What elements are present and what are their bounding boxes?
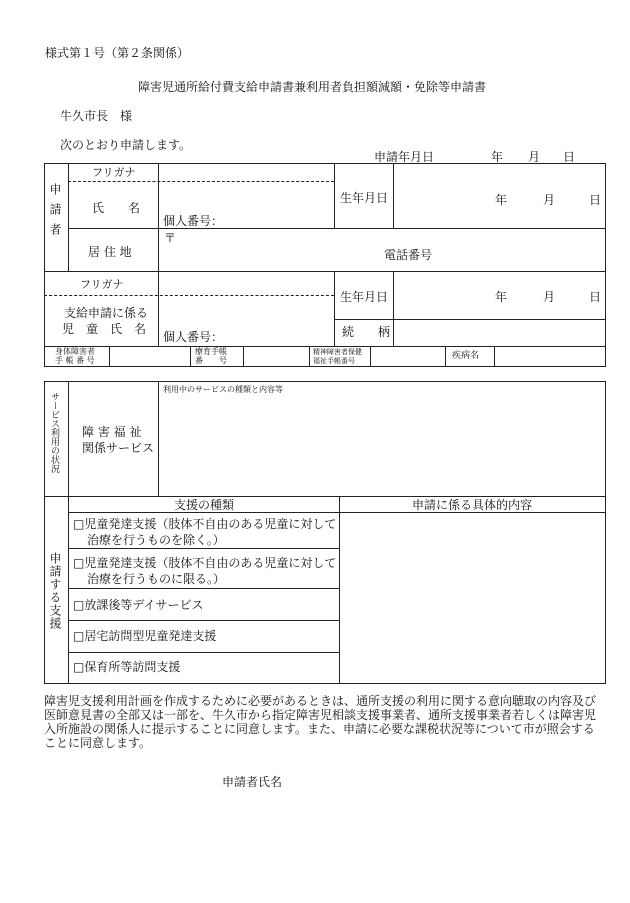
- applicant-section-label: 申請者: [48, 183, 62, 243]
- addressee: 牛久市長 様: [60, 109, 133, 123]
- applicant-birth-year: 年: [495, 193, 508, 207]
- support-option-5[interactable]: □保育所等訪問支援: [73, 660, 181, 674]
- consent-text: 障害児支援利用計画を作成するために必要があるときは、通所支援の利用に関する意向聴取の内容及び医師意見書の全部又は一部を、牛久市から指定障害児相談支援事業者、通所支援事業者若しくは障害児入所施設の関係人に提示することに同意します。また、申請に必要な課税状況等について市が照会することに同意します。: [44, 694, 597, 750]
- child-birth-month: 月: [543, 290, 556, 304]
- form-title: 障害児通所給付費支給申請書兼利用者負担額減額・免除等申請書: [138, 80, 487, 94]
- application-month: 月: [528, 150, 541, 164]
- support-detail-header: 申請に係る具体的内容: [412, 498, 533, 512]
- applicant-birth-label: 生年月日: [340, 191, 389, 205]
- support-option-1-line2: 治療を行うものを除く。）: [87, 533, 225, 547]
- child-personal-number-label: 個人番号：: [163, 330, 224, 344]
- child-furigana-label: フリガナ: [80, 278, 124, 291]
- intro-text: 次のとおり申請します。: [60, 138, 192, 152]
- support-option-2-line2: 治療を行うものに限る。）: [87, 572, 226, 586]
- applicant-birth-day: 日: [589, 193, 602, 207]
- mental-handbook-label-2: 福祉手帳番号: [313, 357, 355, 365]
- support-option-3[interactable]: □放課後等デイサービス: [73, 598, 204, 612]
- child-birth-label: 生年月日: [340, 290, 389, 304]
- child-relation-label: 続 柄: [342, 325, 391, 339]
- child-name-label-2: 児 童 氏 名: [62, 322, 147, 336]
- service-category-label-2: 関係サービス: [82, 441, 155, 455]
- support-side-label: 申請する支援: [48, 552, 62, 630]
- application-year: 年: [491, 150, 504, 164]
- support-option-1[interactable]: [73, 517, 336, 547]
- service-status-side-label: サービス利用の状況: [49, 392, 59, 473]
- child-birth-year: 年: [495, 290, 508, 304]
- support-option-2[interactable]: [73, 556, 336, 586]
- disease-label: 疾病名: [452, 351, 480, 361]
- rehab-handbook-label-1: 療育手帳: [195, 347, 227, 356]
- application-day: 日: [563, 150, 576, 164]
- application-date-label: 申請年月日: [374, 150, 435, 164]
- applicant-personal-number-label: 個人番号：: [163, 214, 224, 228]
- service-content-label: 利用中のサービスの種類と内容等: [163, 385, 283, 394]
- physical-handbook-label-2: 手 帳 番 号: [55, 356, 95, 365]
- signature-label: 申請者氏名: [222, 775, 283, 789]
- child-birth-day: 日: [589, 290, 602, 304]
- support-option-4[interactable]: □居宅訪問型児童発達支援: [73, 629, 217, 643]
- applicant-name-label: 氏 名: [92, 201, 141, 215]
- form-number: 様式第１号（第２条関係）: [45, 46, 190, 60]
- postal-mark: 〒: [164, 231, 177, 245]
- mental-handbook-label-1: 精神障害者保健: [313, 348, 362, 356]
- rehab-handbook-label-2: 番 号: [195, 356, 227, 365]
- child-name-label-1: 支給申請に係る: [64, 306, 149, 320]
- applicant-birth-month: 月: [543, 193, 556, 207]
- support-type-header: 支援の種類: [174, 498, 235, 512]
- service-category-label-1: 障 害 福 祉: [82, 425, 142, 439]
- applicant-furigana-label: フリガナ: [92, 166, 136, 179]
- physical-handbook-label-1: 身体障害者: [55, 347, 95, 356]
- support-option-1-line1: □児童発達支援（肢体不自由のある児童に対して: [73, 517, 337, 531]
- support-option-2-line1: □児童発達支援（肢体不自由のある児童に対して: [73, 556, 337, 570]
- phone-label: 電話番号: [384, 248, 433, 262]
- applicant-address-label: 居 住 地: [88, 245, 132, 259]
